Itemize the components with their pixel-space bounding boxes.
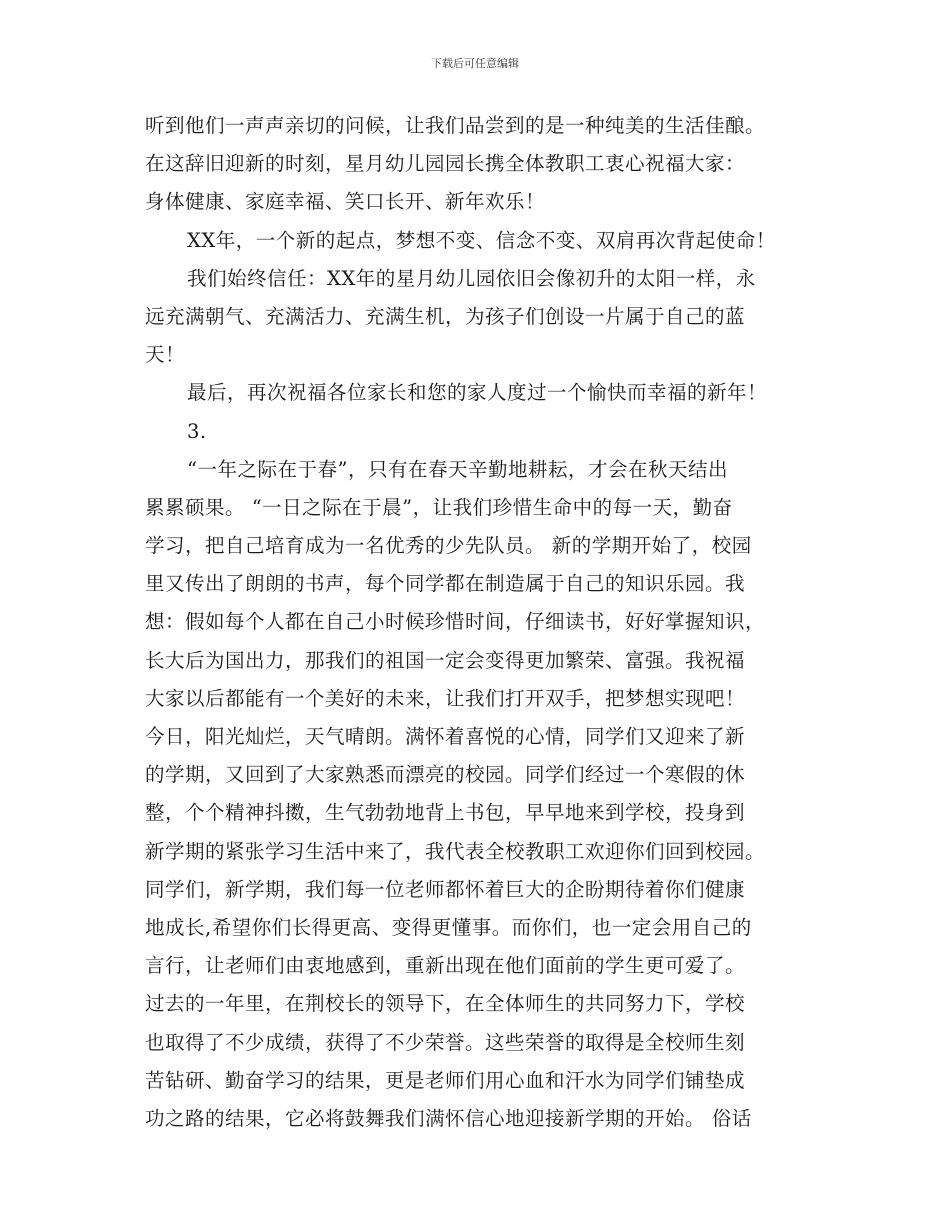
text-line: 天！ [145,343,186,367]
text-line: 累累硕果。 “一日之际在于晨”，让我们珍惜生命中的每一天，勤奋 [145,495,733,519]
text-line: 远充满朝气、充满活力、充满生机，为孩子们创设一片属于自己的蓝 [145,304,746,328]
text-line: XX年，一个新的起点，梦想不变、信念不变、双肩再次背起使命！ [187,228,776,252]
text-line: 3. [187,419,207,443]
text-line: 里又传出了朗朗的书声，每个同学都在制造属于自己的知识乐园。我 [145,572,746,596]
text-line: 也取得了不少成绩，获得了不少荣誉。这些荣誉的取得是全校师生刻 [145,1030,746,1054]
text-line: 的学期，又回到了大家熟悉而漂亮的校园。同学们经过一个寒假的休 [145,763,746,787]
text-line: 想：假如每个人都在自己小时候珍惜时间，仔细读书，好好掌握知识， [145,610,766,634]
text-line: 长大后为国出力，那我们的祖国一定会变得更加繁荣、富强。我祝福 [145,648,746,672]
text-line: 身体健康、家庭幸福、笑口长开、新年欢乐！ [145,190,546,214]
text-line: 听到他们一声声亲切的问候，让我们品尝到的是一种纯美的生活佳酿。 [145,114,766,137]
text-line: 同学们，新学期，我们每一位老师都怀着巨大的企盼期待着你们健康 [145,877,746,901]
text-line: 过去的一年里，在荆校长的领导下，在全体师生的共同努力下，学校 [145,992,746,1016]
text-line: “一年之际在于春”，只有在春天辛勤地耕耘，才会在秋天结出 [187,457,728,481]
text-line: 言行，让老师们由衷地感到，重新出现在他们面前的学生更可爱了。 [145,954,746,978]
text-line: 功之路的结果，它必将鼓舞我们满怀信心地迎接新学期的开始。 俗话 [145,1106,752,1130]
document-body [145,107,825,1138]
text-line: 苦钻研、勤奋学习的结果，更是老师们用心血和汗水为同学们铺垫成 [145,1068,746,1092]
text-line: 在这辞旧迎新的时刻，星月幼儿园园长携全体教职工衷心祝福大家： [145,152,746,176]
text-line: 大家以后都能有一个美好的未来，让我们打开双手，把梦想实现吧！ [145,686,746,710]
text-line: 我们始终信任：XX年的星月幼儿园依旧会像初升的太阳一样，永 [187,266,756,290]
page-header: 下载后可任意编辑 [431,57,519,70]
text-line: 最后，再次祝福各位家长和您的家人度过一个愉快而幸福的新年！ [187,381,768,405]
text-line: 地成长,希望你们长得更高、变得更懂事。而你们，也一定会用自己的 [145,915,752,939]
text-line: 学习，把自己培育成为一名优秀的少先队员。 新的学期开始了，校园 [145,534,752,558]
text-line: 整，个个精神抖擞，生气勃勃地背上书包，早早地来到学校，投身到 [145,801,746,825]
text-line: 新学期的紧张学习生活中来了，我代表全校教职工欢迎你们回到校园。 [145,839,766,863]
text-line: 今日，阳光灿烂，天气晴朗。满怀着喜悦的心情，同学们又迎来了新 [145,725,746,748]
